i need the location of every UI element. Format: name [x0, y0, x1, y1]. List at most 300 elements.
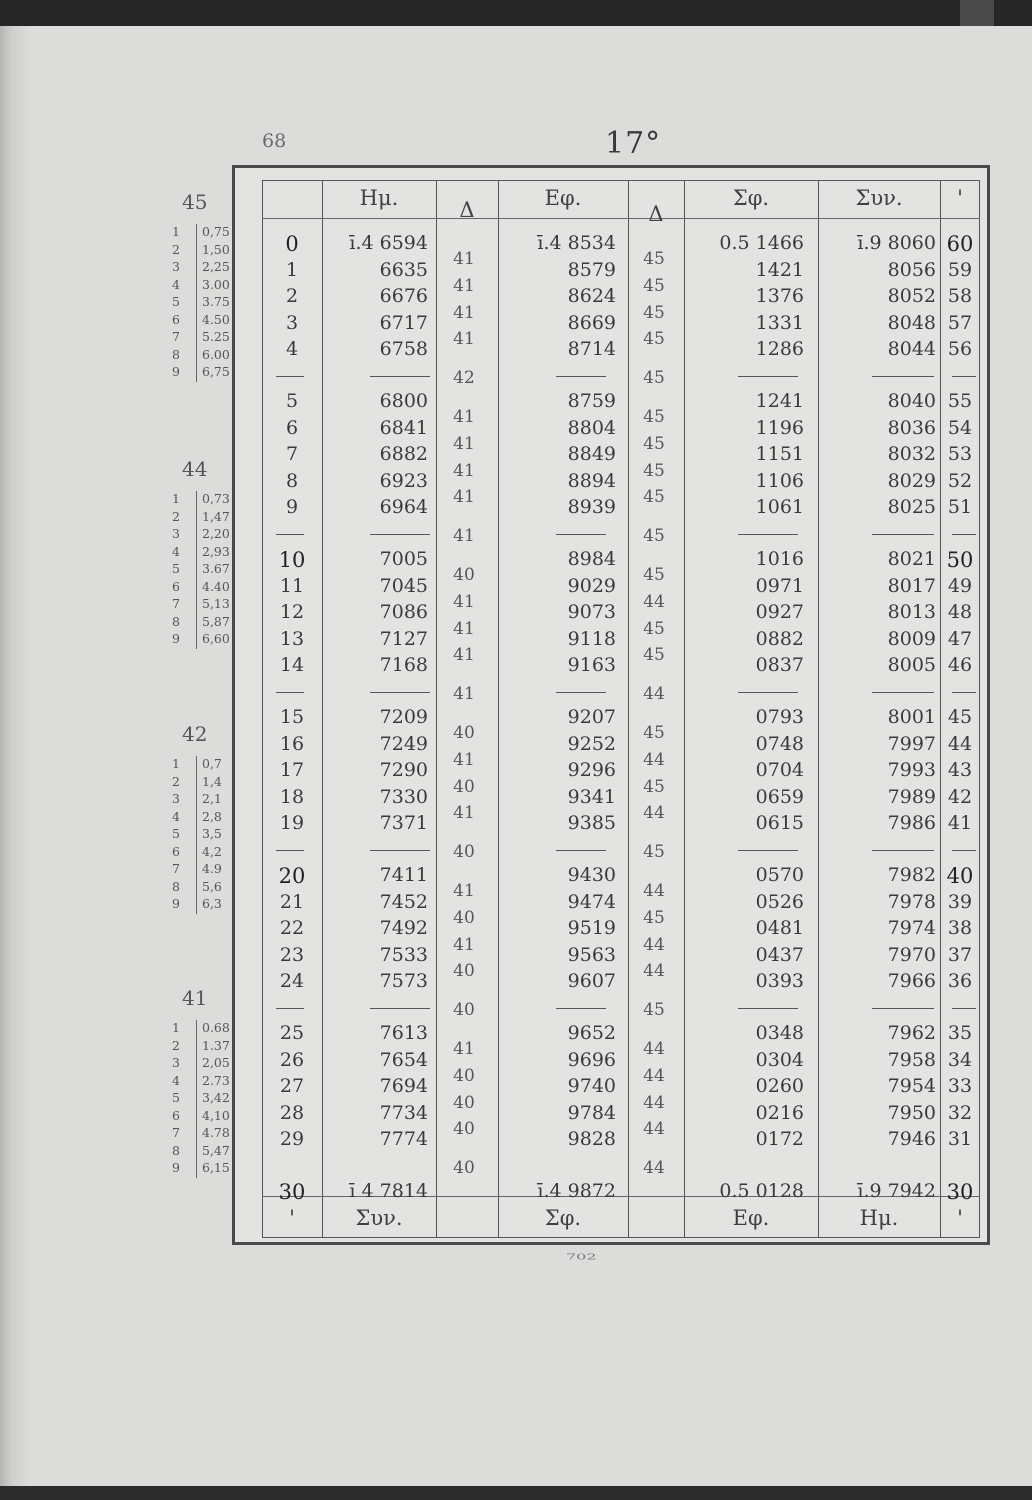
row-sine: 7654 — [379, 1048, 428, 1071]
row-sine: ī 4 7814 — [349, 1180, 428, 1202]
page-number: 68 — [262, 130, 287, 152]
proportional-parts-digit: 8 — [172, 878, 180, 894]
top-edge-band — [0, 0, 1032, 26]
delta-tangent-value: 45 — [643, 907, 665, 928]
row-cosine: 8048 — [887, 311, 936, 334]
table-row — [0, 812, 1032, 838]
row-cotangent: 0304 — [755, 1048, 804, 1071]
row-right-minute: 54 — [947, 416, 973, 439]
group-separator — [872, 692, 934, 693]
footer-page-mark: 702 — [566, 1252, 597, 1262]
row-minute: 5 — [285, 390, 299, 412]
row-cotangent: 0393 — [755, 970, 804, 993]
proportional-parts-digit: 4 — [172, 1072, 180, 1088]
group-separator — [738, 692, 798, 693]
row-cosine: 7993 — [887, 759, 936, 782]
row-tangent: 9207 — [567, 706, 616, 728]
table-row — [0, 1049, 1032, 1075]
header-delta-tangent: Δ — [648, 202, 664, 226]
table-row — [0, 417, 1032, 443]
proportional-parts-head: 45 — [182, 190, 208, 214]
row-cotangent: 1421 — [755, 258, 804, 281]
row-cosine: 7974 — [887, 917, 936, 940]
row-minute: 26 — [279, 1048, 305, 1071]
table-row — [0, 601, 1032, 627]
proportional-parts-head: 44 — [182, 457, 208, 481]
header-tangent: Εφ. — [544, 186, 582, 210]
row-tangent: 9430 — [567, 864, 616, 886]
row-minute: 2 — [285, 285, 299, 308]
proportional-parts-value: 1.37 — [202, 1037, 230, 1053]
proportional-parts-value: 5,87 — [202, 613, 230, 629]
proportional-parts-value: 4.9 — [202, 861, 222, 876]
row-cosine: 8025 — [887, 496, 936, 519]
delta-tangent-value: 44 — [643, 803, 665, 824]
proportional-parts-digit: 7 — [172, 596, 180, 611]
group-separator — [276, 692, 304, 693]
group-separator — [872, 376, 934, 377]
row-tangent: 8579 — [567, 258, 616, 281]
table-row — [0, 654, 1032, 680]
row-cosine: 7946 — [887, 1128, 936, 1151]
row-sine: 6923 — [379, 469, 428, 492]
row-cosine: 8032 — [887, 443, 936, 466]
row-minute: 19 — [279, 812, 305, 835]
delta-tangent-value: 44 — [643, 934, 665, 955]
row-cotangent: 0615 — [755, 812, 804, 835]
delta-tangent-value: 44 — [643, 1039, 665, 1060]
header-right-minute: ' — [957, 186, 963, 210]
delta-tangent-value: 44 — [643, 591, 665, 612]
group-separator — [556, 692, 606, 693]
row-sine: ī.4 6594 — [349, 232, 428, 254]
row-right-minute: 38 — [947, 917, 973, 940]
table-row — [0, 1072, 1032, 1101]
row-cosine: 8056 — [887, 258, 936, 281]
delta-sine-value: 41 — [453, 618, 475, 639]
row-sine: 7249 — [379, 732, 428, 755]
proportional-parts-digit: 5 — [172, 1090, 180, 1105]
header-rule — [262, 218, 980, 219]
proportional-parts-digit: 8 — [172, 346, 180, 362]
proportional-parts-value: 6.00 — [202, 346, 230, 362]
row-cotangent: 0748 — [755, 732, 804, 755]
row-right-minute: 42 — [947, 785, 973, 808]
proportional-parts-value: 3.00 — [202, 276, 230, 292]
table-row — [0, 786, 1032, 812]
delta-sine-value: 41 — [453, 433, 475, 454]
row-sine: 7045 — [379, 574, 428, 597]
row-tangent: 9519 — [567, 917, 616, 940]
group-separator — [556, 1008, 606, 1009]
delta-sine-value: 41 — [453, 302, 475, 323]
delta-sine-value: 40 — [453, 1158, 475, 1179]
delta-sine-value: 40 — [453, 776, 475, 797]
row-cosine: 8044 — [887, 338, 936, 361]
row-minute: 22 — [279, 917, 305, 940]
table-row — [0, 864, 1032, 890]
group-separator — [952, 850, 976, 851]
proportional-parts-digit: 7 — [172, 861, 180, 876]
delta-tangent-value: 45 — [643, 302, 665, 323]
delta-tangent-value: 45 — [643, 645, 665, 666]
table-row — [0, 259, 1032, 285]
row-tangent: 8849 — [567, 443, 616, 466]
row-tangent: 8804 — [567, 416, 616, 439]
proportional-parts-value: 0,7 — [202, 756, 222, 771]
row-cosine: 8036 — [887, 416, 936, 439]
row-sine: 7492 — [379, 917, 428, 940]
table-row — [0, 575, 1032, 601]
row-cotangent: 0793 — [755, 706, 804, 728]
delta-sine-value: 41 — [453, 645, 475, 666]
row-tangent: 8894 — [567, 469, 616, 492]
row-tangent: 8759 — [567, 390, 616, 412]
proportional-parts-value: 5,6 — [202, 878, 222, 894]
row-right-minute: 32 — [947, 1101, 973, 1124]
row-right-minute: 33 — [947, 1075, 973, 1098]
proportional-parts-value: 3,42 — [202, 1090, 230, 1105]
row-cosine: 7954 — [887, 1075, 936, 1098]
delta-sine-value: 40 — [453, 1119, 475, 1140]
row-sine: 6800 — [379, 390, 428, 412]
row-sine: 7086 — [379, 601, 428, 624]
proportional-parts-digit: 6 — [172, 311, 180, 327]
row-tangent: ī.4 8534 — [537, 232, 616, 254]
proportional-parts-digit: 5 — [172, 561, 180, 576]
table-row — [0, 706, 1032, 732]
footer-minute: ' — [289, 1206, 295, 1230]
row-right-minute: 46 — [947, 654, 973, 677]
row-cotangent: 0481 — [755, 917, 804, 940]
row-sine: 7573 — [379, 970, 428, 993]
row-cosine: ī.9 7942 — [857, 1180, 936, 1202]
row-tangent: 9029 — [567, 574, 616, 597]
proportional-parts-value: 3.75 — [202, 294, 230, 309]
row-tangent: 9385 — [567, 812, 616, 835]
row-minute: 7 — [285, 443, 299, 466]
delta-sine-value: 41 — [453, 407, 475, 428]
delta-sine-value: 40 — [453, 842, 475, 863]
row-cosine: 7958 — [887, 1048, 936, 1071]
row-right-minute: 48 — [947, 601, 973, 624]
row-tangent: 8714 — [567, 338, 616, 361]
delta-sine-value: 40 — [453, 907, 475, 928]
group-separator — [276, 850, 304, 851]
row-minute: 12 — [279, 601, 305, 624]
proportional-parts-value: 4.50 — [202, 311, 230, 327]
proportional-parts-value: 2,8 — [202, 808, 222, 824]
delta-sine-value: 41 — [453, 591, 475, 612]
row-tangent: 9296 — [567, 759, 616, 782]
header-cotangent: Σφ. — [732, 186, 770, 210]
table-row — [0, 496, 1032, 522]
row-cosine: 7966 — [887, 970, 936, 993]
delta-sine-value: 41 — [453, 881, 475, 902]
delta-sine-value: 42 — [453, 368, 475, 389]
row-right-minute: 43 — [947, 759, 973, 782]
proportional-parts-head: 42 — [182, 722, 208, 746]
proportional-parts-digit: 9 — [172, 896, 180, 911]
row-right-minute: 34 — [947, 1048, 973, 1071]
row-cosine: 8040 — [887, 390, 936, 412]
row-right-minute: 49 — [947, 574, 973, 597]
row-cosine: 7962 — [887, 1022, 936, 1044]
group-separator — [556, 376, 606, 377]
delta-sine-value: 41 — [453, 487, 475, 508]
proportional-parts-value: 5,47 — [202, 1142, 230, 1158]
proportional-parts-value: 2,05 — [202, 1055, 230, 1070]
row-sine: 6758 — [379, 338, 428, 361]
row-right-minute: 59 — [947, 258, 973, 281]
row-cosine: 8021 — [887, 548, 936, 570]
row-tangent: 8939 — [567, 496, 616, 519]
delta-sine-value: 41 — [453, 275, 475, 296]
footer-sine: Ημ. — [859, 1206, 899, 1230]
row-cotangent: 0348 — [755, 1022, 804, 1044]
table-row — [0, 944, 1032, 970]
delta-tangent-value: 44 — [643, 881, 665, 902]
row-cotangent: 1061 — [755, 496, 804, 519]
row-minute: 21 — [279, 890, 305, 913]
table-row — [0, 390, 1032, 416]
row-cosine: 7950 — [887, 1101, 936, 1124]
row-cotangent: 1196 — [755, 416, 804, 439]
table-row — [0, 1180, 1032, 1206]
table-row — [0, 443, 1032, 469]
proportional-parts-value: 5,13 — [202, 596, 230, 611]
proportional-parts-value: 1,50 — [202, 241, 230, 257]
proportional-parts-value: 4,10 — [202, 1107, 230, 1123]
row-right-minute: 47 — [947, 627, 973, 650]
row-cosine: 7989 — [887, 785, 936, 808]
proportional-parts-digit: 1 — [172, 1020, 180, 1035]
proportional-parts-value: 6,60 — [202, 631, 230, 646]
row-right-minute: 58 — [947, 285, 973, 308]
table-row — [0, 1102, 1032, 1128]
delta-tangent-value: 45 — [643, 249, 665, 270]
group-separator — [370, 850, 430, 851]
row-tangent: 9607 — [567, 970, 616, 993]
top-edge-gap — [960, 0, 994, 26]
proportional-parts-digit: 8 — [172, 613, 180, 629]
row-cotangent: 0704 — [755, 759, 804, 782]
row-sine: 7168 — [379, 654, 428, 677]
delta-tangent-value: 45 — [643, 275, 665, 296]
row-tangent: 9341 — [567, 785, 616, 808]
delta-tangent-value: 45 — [643, 407, 665, 428]
proportional-parts-value: 2,25 — [202, 259, 230, 274]
row-cotangent: 1151 — [755, 443, 804, 466]
row-right-minute: 52 — [947, 469, 973, 492]
row-minute: 11 — [279, 574, 305, 597]
row-tangent: 9118 — [567, 627, 616, 650]
proportional-parts-digit: 9 — [172, 364, 180, 379]
row-cotangent: 1376 — [755, 285, 804, 308]
proportional-parts-digit: 5 — [172, 294, 180, 309]
delta-sine-value: 40 — [453, 723, 475, 744]
row-tangent: 8624 — [567, 285, 616, 308]
delta-tangent-value: 45 — [643, 329, 665, 350]
row-right-minute: 39 — [947, 890, 973, 913]
proportional-parts-value: 4.78 — [202, 1125, 230, 1140]
row-cosine: ī.9 8060 — [857, 232, 936, 254]
row-sine: 7330 — [379, 785, 428, 808]
group-separator — [872, 1008, 934, 1009]
row-right-minute: 35 — [947, 1022, 973, 1044]
row-cosine: 8013 — [887, 601, 936, 624]
row-cotangent: 0.5 1466 — [719, 232, 804, 254]
row-minute: 0 — [285, 232, 299, 256]
row-right-minute: 40 — [946, 864, 974, 888]
row-sine: 7694 — [379, 1075, 428, 1098]
delta-tangent-value: 44 — [643, 1065, 665, 1086]
row-right-minute: 41 — [947, 812, 973, 835]
row-sine: 7613 — [379, 1022, 428, 1044]
delta-tangent-value: 44 — [643, 1092, 665, 1113]
row-minute: 16 — [279, 732, 305, 755]
row-cotangent: 1016 — [755, 548, 804, 570]
delta-tangent-value: 44 — [643, 961, 665, 982]
group-separator — [276, 534, 304, 535]
group-separator — [872, 534, 934, 535]
proportional-parts-head: 41 — [182, 986, 208, 1010]
row-sine: 7533 — [379, 943, 428, 966]
proportional-parts-digit: 1 — [172, 224, 180, 239]
table-row — [0, 1128, 1032, 1154]
row-cotangent: 1106 — [755, 469, 804, 492]
row-cotangent: 0927 — [755, 601, 804, 624]
row-tangent: 9828 — [567, 1128, 616, 1151]
row-minute: 8 — [285, 469, 299, 492]
row-minute: 28 — [279, 1101, 305, 1124]
row-right-minute: 55 — [947, 390, 973, 412]
group-separator — [276, 1008, 304, 1009]
row-minute: 3 — [285, 311, 299, 334]
row-right-minute: 60 — [946, 232, 974, 256]
proportional-parts-value: 0,75 — [202, 224, 230, 239]
row-cotangent: 1241 — [755, 390, 804, 412]
proportional-parts-digit: 2 — [172, 508, 180, 524]
row-minute: 9 — [285, 496, 299, 519]
delta-sine-value: 41 — [453, 460, 475, 481]
delta-sine-value: 40 — [453, 565, 475, 586]
row-minute: 24 — [279, 970, 305, 993]
row-sine: 6882 — [379, 443, 428, 466]
row-right-minute: 50 — [946, 548, 974, 572]
group-separator — [370, 692, 430, 693]
row-tangent: 9696 — [567, 1048, 616, 1071]
footer-cotangent: Σφ. — [544, 1206, 582, 1230]
group-separator — [738, 376, 798, 377]
row-minute: 27 — [279, 1075, 305, 1098]
row-sine: 7005 — [379, 548, 428, 570]
row-cosine: 7970 — [887, 943, 936, 966]
proportional-parts-digit: 6 — [172, 1107, 180, 1123]
row-sine: 7774 — [379, 1128, 428, 1151]
proportional-parts-digit: 6 — [172, 843, 180, 859]
proportional-parts-value: 5.25 — [202, 329, 230, 344]
delta-sine-value: 41 — [453, 526, 475, 547]
delta-tangent-value: 45 — [643, 368, 665, 389]
row-cosine: 8001 — [887, 706, 936, 728]
row-cosine: 7978 — [887, 890, 936, 913]
delta-sine-value: 41 — [453, 329, 475, 350]
row-minute: 17 — [279, 759, 305, 782]
row-minute: 6 — [285, 416, 299, 439]
delta-tangent-value: 45 — [643, 618, 665, 639]
proportional-parts-digit: 3 — [172, 791, 180, 806]
proportional-parts-digit: 6 — [172, 578, 180, 594]
row-sine: 6964 — [379, 496, 428, 519]
proportional-parts-digit: 9 — [172, 631, 180, 646]
row-cotangent: 0172 — [755, 1128, 804, 1151]
row-tangent: 9740 — [567, 1075, 616, 1098]
group-separator — [738, 1008, 798, 1009]
footer-right-minute: ' — [957, 1206, 963, 1230]
row-tangent: 8984 — [567, 548, 616, 570]
row-cosine: 8005 — [887, 654, 936, 677]
delta-tangent-value: 45 — [643, 723, 665, 744]
row-right-minute: 37 — [947, 943, 973, 966]
group-separator — [952, 534, 976, 535]
row-sine: 6717 — [379, 311, 428, 334]
delta-sine-value: 41 — [453, 1039, 475, 1060]
row-tangent: 9784 — [567, 1101, 616, 1124]
row-sine: 6635 — [379, 258, 428, 281]
row-tangent: ī.4 9872 — [537, 1180, 616, 1202]
proportional-parts-digit: 2 — [172, 241, 180, 257]
delta-tangent-value: 44 — [643, 1158, 665, 1179]
row-cotangent: 0659 — [755, 785, 804, 808]
table-row — [0, 891, 1032, 917]
row-tangent: 9073 — [567, 601, 616, 624]
row-cotangent: 0971 — [755, 574, 804, 597]
table-row — [0, 285, 1032, 311]
row-cotangent: 1331 — [755, 311, 804, 334]
row-minute: 18 — [279, 785, 305, 808]
row-cosine: 8052 — [887, 285, 936, 308]
group-separator — [738, 534, 798, 535]
row-right-minute: 31 — [947, 1128, 973, 1151]
table-row — [0, 628, 1032, 654]
proportional-parts-digit: 4 — [172, 276, 180, 292]
proportional-parts-digit: 5 — [172, 826, 180, 841]
row-tangent: 9563 — [567, 943, 616, 966]
group-separator — [276, 376, 304, 377]
delta-tangent-value: 45 — [643, 565, 665, 586]
group-separator — [556, 850, 606, 851]
table-row — [0, 470, 1032, 496]
row-minute: 30 — [278, 1180, 306, 1204]
delta-sine-value: 40 — [453, 961, 475, 982]
proportional-parts-digit: 7 — [172, 1125, 180, 1140]
row-minute: 23 — [279, 943, 305, 966]
row-tangent: 9474 — [567, 890, 616, 913]
delta-sine-value: 41 — [453, 684, 475, 705]
delta-tangent-value: 44 — [643, 749, 665, 770]
proportional-parts-value: 6,75 — [202, 364, 230, 379]
row-cotangent: 0216 — [755, 1101, 804, 1124]
delta-sine-value: 41 — [453, 934, 475, 955]
row-sine: 7371 — [379, 812, 428, 835]
delta-tangent-value: 44 — [643, 1119, 665, 1140]
row-minute: 14 — [279, 654, 305, 677]
header-cosine: Συν. — [855, 186, 903, 210]
row-minute: 4 — [285, 338, 299, 361]
proportional-parts-value: 1,4 — [202, 773, 222, 789]
row-right-minute: 45 — [947, 706, 973, 728]
